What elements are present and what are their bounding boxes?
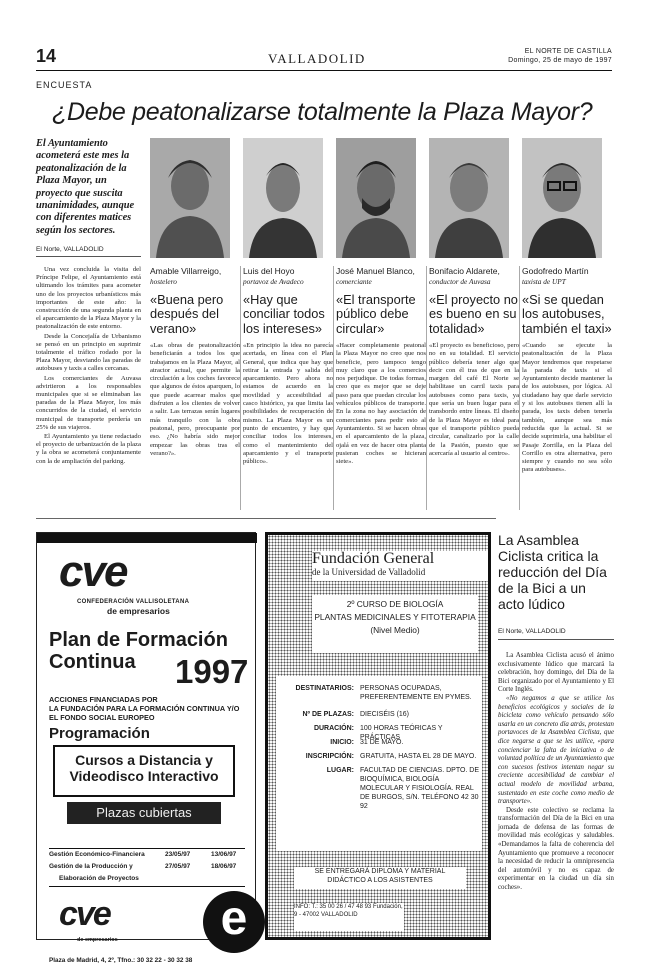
header-rule: [36, 70, 612, 71]
kicker: ENCUESTA: [36, 80, 93, 90]
newspaper-masthead: [508, 47, 612, 65]
fundacion-university: de la Universidad de Valladolid: [312, 567, 426, 577]
advertisement-fundacion: [265, 532, 491, 940]
body-paragraph: Desde este colectivo se reclama la transformación del Día de la Bici en una jornada de defensa de las formas de movilidad más ecológicas y saludables. «Demandamos la falta de coherencia del Ayuntamiento que promueve a reconocer la necesidad de reducir la omnipresencia del automóvil y no es capaz de experimentar en la ciudad un día sin coches».: [498, 806, 614, 892]
interviewee-quote: «Si se quedan los autobuses, también el taxi»: [522, 292, 612, 336]
fundacion-address: INFO: T.: 35 00 26 / 47 48 93 Fundación, 9 - 47002 VALLADOLID: [294, 903, 404, 931]
course-type-box: [53, 745, 235, 797]
column-divider: [240, 266, 241, 510]
plan-title-line: Continua: [49, 651, 136, 673]
funding-line: EL FONDO SOCIAL EUROPEO: [49, 713, 155, 722]
interviewee-role: conductor de Auvasa: [429, 277, 491, 286]
byline-place: VALLADOLID: [63, 246, 104, 253]
cve-address: Plaza de Madrid, 4, 2º, Tfno.: 30 32 22 - 30 32 38: [49, 957, 193, 964]
body-paragraph: El Ayuntamiento ya tiene redactado el proyecto de urbanización de la plaza y la obra se acometerá conjuntamente con la de ampliación del parking.: [36, 433, 141, 465]
programming-title: Programación: [49, 725, 150, 742]
course-name: Gestión de la Producción y: [49, 863, 133, 870]
byline-source: El Norte: [36, 246, 60, 253]
portrait-photo-3: [336, 138, 416, 258]
interviewee-name: Amable Villarreigo,: [150, 266, 222, 276]
headline: ¿Debe peatonalizarse totalmente la Plaza Mayor?: [52, 98, 593, 126]
interviewee-name: Luis del Hoyo: [243, 266, 295, 276]
course-details: [276, 676, 482, 851]
cve-logo: cve: [59, 547, 127, 596]
column-divider: [519, 266, 520, 510]
funding-line: LA FUNDACIÓN PARA LA FORMACIÓN CONTINUA Y/O: [49, 704, 240, 713]
portrait-photo-2: [243, 138, 323, 258]
byline: El Norte, VALLADOLID: [36, 246, 104, 253]
interviewee-name: José Manuel Blanco,: [336, 266, 415, 276]
byline-source: El Norte: [498, 628, 522, 635]
body-paragraph: La Asamblea Ciclista acusó el ánimo exclusivamente lúdico que marcará la celebración, hoy domingo, del Día de la Bici organizado por el Ayuntamiento y El Corte Inglés.: [498, 652, 614, 694]
newspaper-name: EL NORTE DE CASTILLA: [524, 48, 612, 55]
interviewee-role: hostelero: [150, 277, 177, 286]
body-paragraph: Los comerciantes de Auvasa advirtieron a los responsables municipales que si se eliminaban las paradas de la Plaza Mayor, los más concurridos de la ciudad, el servicio municipal de transporte perdería un 25% de sus viajeros.: [36, 374, 141, 431]
interviewee-answer: «En principio la idea no parecía acertada, en línea con el Plan General, que indica que hay que retirar la entrada y salida del aparcamiento. Pero ahora no estamos de acuerdo en la movilidad y accesibilidad al casco histórico, ya que limita las posibilidades de recuperación de mismo. La Plaza Mayor es un punto de encuentro, y hay que conciliar todos los intereses, como el mantenimiento del aparcamiento y el transporte público».: [243, 342, 333, 466]
section-title: VALLADOLID: [268, 51, 366, 66]
portrait-photo-5: [522, 138, 602, 258]
detail-value: FACULTAD DE CIENCIAS. DPTO. DE BIOQUÍMICA, BIOLOGÍA MOLECULAR Y FISIOLOGÍA. REAL DE BURGOS, S/N. TELÉFONO 42 30 92: [360, 767, 480, 810]
table-rule: [49, 848, 245, 849]
course-name: Gestión Económico-Financiera: [49, 851, 145, 858]
bike-article-byline: El Norte, VALLADOLID: [498, 628, 566, 635]
bike-article-headline: La Asamblea Ciclista critica la reducción del Día de la Bici a un acto lúdico: [498, 532, 607, 612]
course-type-line: Videodisco Interactivo: [69, 768, 219, 784]
interviewee-role: portavoz de Avadeco: [243, 277, 304, 286]
course-end: 13/06/97: [211, 851, 237, 858]
interviewee-name: Bonifacio Aldarete,: [429, 266, 500, 276]
detail-value: PERSONAS OCUPADAS, PREFERENTEMENTE EN PYMES.: [360, 685, 472, 701]
detail-key: Nº DE PLAZAS:: [302, 711, 354, 718]
course-end: 18/06/97: [211, 863, 237, 870]
interviewee-answer: «Hacer completamente peatonal la Plaza Mayor no creo que nos beneficie, pero tampoco tengo muy claro que a los comercios nos perjudique. De todas formas, creo que es mejor que se deje paso para que puedan circular los vehículos públicos de transporte. En la zona no hay asociación de comerciantes para pedir esto al Ayuntamiento. Si se hacen obras en el aparcamiento de la plaza, ojalá en vez de hacer otra planta pusieran coches se hicieran siete».: [336, 342, 426, 466]
advertisement-cve: [36, 532, 256, 964]
course-type-line: Cursos a Distancia y: [75, 752, 213, 768]
byline-divider: [36, 256, 141, 257]
interviewee-quote: «Hay que conciliar todos los intereses»: [243, 292, 325, 336]
cve-org-line2: de empresarios: [107, 606, 170, 616]
detail-key: LUGAR:: [326, 767, 354, 774]
course-title-box: [312, 595, 478, 653]
diploma-note-line: SE ENTREGARÁ DIPLOMA Y MATERIAL: [314, 868, 446, 875]
intro: El Ayuntamiento acometerá este mes la peatonalización de la Plaza Mayor, un proyecto que suscita unanimidades, aunque con diferentes matices según los sectores.: [36, 138, 135, 236]
column-divider: [426, 266, 427, 510]
cve-logo-small: cve: [59, 895, 110, 933]
detail-key: DESTINATARIOS:: [295, 685, 354, 692]
course-name: Elaboración de Proyectos: [59, 875, 139, 882]
detail-key: DURACIÓN:: [313, 725, 354, 732]
fundacion-logo-text: [312, 551, 488, 581]
diploma-note-line: DIDÁCTICO A LOS ASISTENTES: [327, 877, 433, 884]
plan-year: 1997: [175, 653, 249, 690]
portrait-photo-1: [150, 138, 230, 258]
body-paragraph: Desde la Concejalía de Urbanismo se pensó en un principio en suprimir totalmente el tráfico rodado por la Plaza Mayor, desviando las paradas de autobuses y taxis a calles cercanas.: [36, 332, 141, 373]
course-start: 27/05/97: [165, 863, 191, 870]
cve-small-org: de empresarios: [77, 937, 118, 943]
course-title-line: PLANTAS MEDICINALES Y FITOTERAPIA: [314, 612, 476, 622]
interviewee-quote: «El proyecto no es bueno en su totalidad»: [429, 292, 518, 336]
seats-banner: Plazas cubiertas: [67, 802, 221, 824]
byline-place: VALLADOLID: [525, 628, 566, 635]
detail-value: DIECISÉIS (16): [360, 711, 410, 718]
course-title-line: (Nivel Medio): [370, 625, 420, 635]
detail-value: 100 HORAS TEÓRICAS Y PRÁCTICAS: [360, 725, 443, 741]
interviewee-role: taxista de UPT: [522, 277, 566, 286]
portrait-photo-4: [429, 138, 509, 258]
body-paragraph: Una vez concluida la visita del Príncipe Felipe, el Ayuntamiento está ultimando los trámites para acometer uno de los proyectos urbanísticos más importantes de este año: la construcción de una segunda planta en el aparcamiento de la Plaza Mayor y la peatonalización de este entorno.: [36, 266, 141, 331]
interviewee-role: comerciante: [336, 277, 372, 286]
funding-note: [49, 695, 239, 722]
issue-date: Domingo, 25 de mayo de 1997: [508, 57, 612, 64]
byline-divider: [498, 639, 614, 640]
cve-org-line: CONFEDERACIÓN VALLISOLETANA: [77, 599, 190, 605]
fundacion-name: Fundación General: [312, 550, 435, 567]
bike-article-body: [498, 652, 614, 893]
plan-title-line: Plan de Formación: [49, 629, 228, 651]
course-title-line: 2º CURSO DE BIOLOGÍA: [346, 599, 444, 609]
interviewee-quote: «El transporte público debe circular»: [336, 292, 416, 336]
detail-key: INSCRIPCIÓN:: [305, 753, 354, 760]
detail-value: GRATUITA, HASTA EL 28 DE MAYO.: [360, 753, 477, 760]
article-body: [36, 266, 141, 467]
diploma-note: [294, 867, 466, 889]
interviewee-answer: «Las obras de peatonalización beneficiarán a todos los que trabajamos en la Plaza Mayor, al atractor actual, que permite la circulación a los coches favorece que algunos de éstos aparquen, lo que puede acarrear malos que disfruten a los clientes de volver a salir. Las terrazas serán lugares más tranquilo con la obra peatonal, pero, preocupante por eso. ¿No habría sido mejor empezar las obras tras el verano?».: [150, 342, 240, 457]
body-paragraph: «No negamos a que se utilice los beneficios ecológicos y sociales de la bicicleta como vehículo pensando sólo usarla en un concreto día atrás, protestan portavoces de la Asamblea Ciclista, que dice negarse a que se les utilice, «para concienciar la falta de iniciativa o de voluntad política de un Ayuntamiento que con sucesos festivos intentan negar su creciente accesibilidad de cambiar el actual modelo de movilidad urbana, sustentado en este coche como medio de transporte».: [498, 694, 614, 806]
page-number: 14: [36, 46, 57, 66]
detail-key: INICIO:: [330, 739, 354, 746]
e-logo: e: [203, 891, 265, 953]
funding-line: ACCIONES FINANCIADAS POR: [49, 695, 158, 704]
ad-top-bar: [37, 533, 257, 543]
interviewee-name: Godofredo Martín: [522, 266, 589, 276]
column-divider: [333, 266, 334, 510]
interviewee-answer: «Cuando se ejecute la peatonalización de la Plaza Mayor tendremos que respetarse la parada de taxis si el Ayuntamiento decide mantener la de los autobuses, por lógica. Al ciudadano hay que darle servicio y si los autobuses tienen allí la parada, los taxis deben tenerla también, aunque sea más reducida que la actual. Si se decide suprimirla, una habilitar el Pasaje Zorrilla, en la Plaza del Corrillo es otra alternativa, pero siempre y cuando no sea sólo para autobuses».: [522, 342, 612, 474]
section-divider: [36, 518, 496, 519]
interviewee-quote: «Buena pero después del verano»: [150, 292, 224, 336]
interviewee-answer: «El proyecto es beneficioso, pero no en su totalidad. El servicio público debería tener algo que decir con él tras de que en la margen del café El Norte se habilitase un carril taxis para autobuses como para taxis, ya que sería un buen lugar para el transbordo entre líneas. El diseño de la Plaza Mayor es ideal para que el transporte público pueda circular, canalizarlo por la calle de la Pasión, puesto que se acercaría al usuario al centro».: [429, 342, 519, 457]
detail-value: 31 DE MAYO.: [360, 739, 404, 746]
table-rule: [49, 886, 245, 887]
course-start: 23/05/97: [165, 851, 191, 858]
